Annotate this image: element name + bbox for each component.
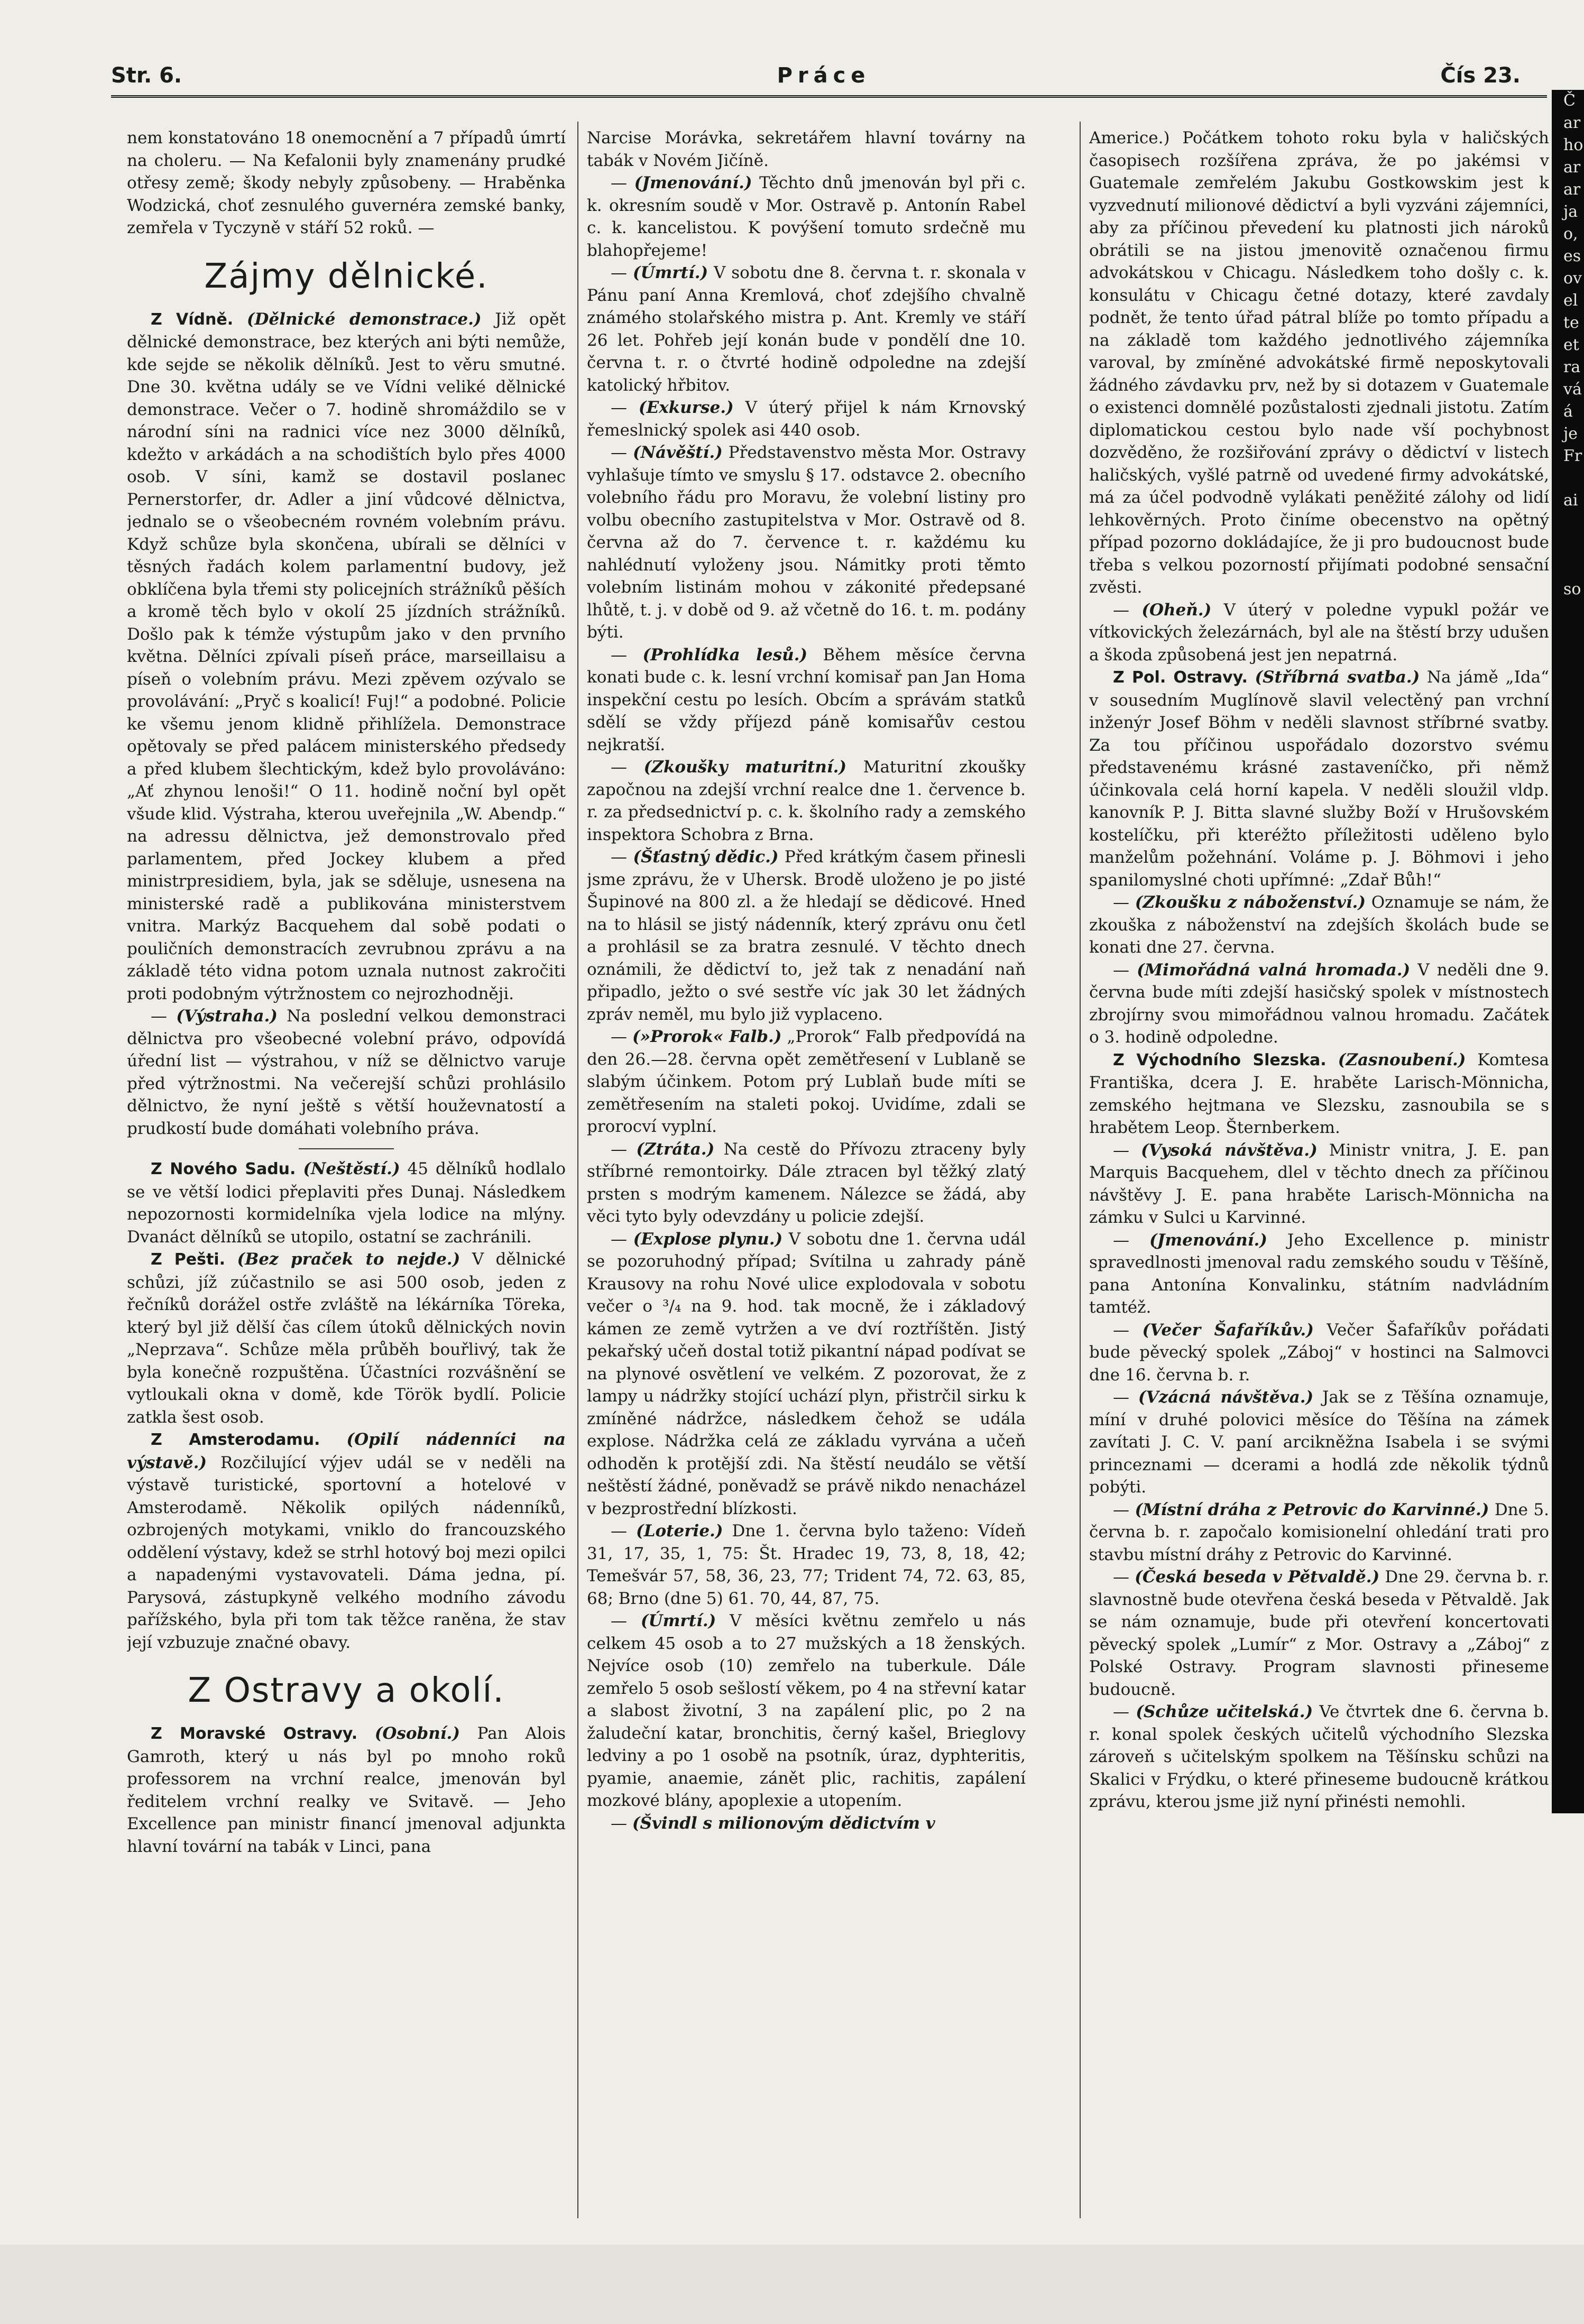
news-item: — (Schůze učitelská.) Ve čtvrtek dne 6. června b. r. konal spolek českých učitelů východního Slezska zároveň s učitelským spolkem na Těšínsku schůzi na Skalici v Frýdku, o které přineseme budoucně krátkou zprávu, kterou jsme již nyní přinésti nemohli. [1089,1702,1549,1811]
column-3 [1089,127,1549,2220]
news-item: — (Vzácná návštěva.) Jak se z Těšína oznamuje, míní v druhé polovici měsíce do Těšína na zámek zavítati J. C. V. paní arcikněžna Isabela i se svými princeznami — dcerami a hodlá zde několik týdnů pobýti. [1089,1388,1549,1497]
place-label: Z Nového Sadu. [151,1160,296,1178]
place-label: Z Pol. Ostravy. [1113,668,1248,687]
subhead: (Prohlídka lesů.) [642,645,808,665]
subhead: (Jmenování.) [634,173,752,192]
newspaper-title: Práce [777,63,871,88]
article-novy-sad [127,1158,566,1248]
subhead: (»Prorok« Falb.) [632,1027,782,1046]
article-text: Ve čtvrtek dne 6. června b. r. konal spolek českých učitelů východního Slezska zároveň s učitelským spolkem na Těšínsku schůzi na Skalici v Frýdku, o které přineseme budoucně krátkou zprávu, kterou jsme již nyní přinésti nemohli. [1089,1702,1549,1811]
article-pest [127,1248,566,1428]
subhead: (Česká beseda v Pětvaldě.) [1135,1567,1380,1587]
article-text: Dne 1. června bylo taženo: Vídeň 31, 17, 35, 1, 75: Št. Hradec 19, 73, 8, 18, 42; Temešvár 57, 58, 36, 23, 77; Trident 74, 72. 63, 85, 68; Brno (dne 5) 61. 70, 44, 87, 75. [587,1521,1026,1608]
news-item: — (Návěští.) Představenstvo města Mor. Ostravy vyhlašuje tímto ve smyslu § 17. odstavce 2. obecního volebního řádu pro Moravu, že volební listiny pro volbu obecního zastupitelstva v Mor. Ostravě od 8. června až do 7. července t. r. každému ku nahlédnutí vyloženy jsou. Námitky proti těmto volebním listinám mohou v zákonité předepsané lhůtě, t. j. v době od 9. až včetně do 16. t. m. podány býti. [587,443,1026,642]
article-text: V úterý přijel k nám Krnovský řemeslnický spolek asi 440 osob. [587,398,1026,440]
article-text: Na cestě do Přívozu ztraceny byly stříbrné remontoirky. Dále ztracen byl těžký zlatý prsten s modrým kamenem. Nálezce se žádá, aby věci tyto byly odevzdány u policie zdejší. [587,1139,1026,1226]
article-moravska-ostrava [127,1722,566,1858]
article-text: Na jámě „Ida“ v sousedním Muglínově slavil velectěný pan vrchní inženýr Josef Böhm v neděli slavnost stříbrné svatby. Za tou příčinou uspořádalo dozorstvo svému představenému krásné zastaveníčko, při němž účinkovala celá horní kapela. V neděli sloužil vldp. kanovník P. J. Bitta slavné služby Boží v Hrušovském kostelíčku, při kteréžto příležitosti uděleno bylo manželům požehnání. Voláme p. J. Böhmovi i jeho spanilomyslné choti upřímné: „Zdař Bůh!“ [1089,668,1549,890]
article-warning: — (Výstraha.) Na poslední velkou demonstraci dělnictva pro všeobecné volební právo, odpovídá úřední list — výstrahou, v níž se dělnictvo varuje před výtržnostmi. Na večerejší schůzi prohlásilo dělnictvo, že nyní ještě s větší houževnatostí a prudkostí bude domáhati volebního práva. [127,1007,566,1138]
subhead: (Opilí nádenníci na výstavě.) [127,1430,566,1472]
subhead: (Ztráta.) [636,1139,715,1159]
article-text: „Prorok“ Falb předpovídá na den 26.—28. června opět zemětřesení v Lublaně se slabým účinkem. Potom prý Lublaň bude míti se zemětřesením na staleti pokoj. Uvidíme, zdali se prorocví vyplní. [587,1027,1026,1136]
news-item: — (Exkurse.) V úterý přijel k nám Krnovský řemeslnický spolek asi 440 osob. [587,398,1026,440]
edge-fragment: ar [1563,158,1581,177]
article-text: Komtesa Františka, dcera J. E. hraběte Larisch-Mönnicha, zemského hejtmana ve Slezsku, zasnoubila se s hrabětem Leop. Šternberkem. [1089,1050,1549,1137]
subhead: (Výstraha.) [176,1007,278,1026]
column-1 [127,127,566,2220]
edge-fragment: et [1563,336,1579,354]
subhead: (Úmrtí.) [632,263,708,282]
edge-fragment: ho [1563,136,1583,154]
news-item: — (Místní dráha z Petrovic do Karvinné.) Dne 5. června b. r. započalo komisionelní ohledání trati pro stavbu místní dráhy z Petrovic do Karvinné. [1089,1500,1549,1564]
news-item: — (Vysoká návštěva.) Ministr vnitra, J. E. pan Marquis Bacquehem, dlel v těchto dnech za příčinou návštěvy J. E. pana hraběte Larisch-Mönnicha na zámku v Sulci u Karvinné. [1089,1140,1549,1227]
article-text: Rozčilující výjev udál se v neděli na výstavě turistické, sportovní a hotelové v Amsterodamě. Několik opilých nádenníků, ozbrojených motykami, vniklo do francouzského oddělení výstavy, kdež se strhl hotový boj mezi opilci a napadenými vystavovateli. Dáma jedna, pí. Parysová, zástupkyně velkého modního závodu pařížského, byla při tom tak těžce raněna, že stav její vzbuzuje značné obavy. [127,1453,566,1652]
place-label: Z Moravské Ostravy. [151,1724,358,1743]
subhead: (Bez praček to nejde.) [237,1250,461,1269]
article-text: Během měsíce června konati bude c. k. lesní vrchní komisař pan Jan Homa inspekční cestu po lesích. Obcím a správám statků sdělí se vždy příjezd páně komisařův cestou nejkratší. [587,645,1026,754]
edge-fragment: vá [1563,380,1582,399]
article-text: Již opět dělnické demonstrace, bez kterých ani býti nemůže, kde sejde se několik dělníků. Jest to věru smutné. Dne 30. května udály se ve Vídni veliké dělnické demonstrace. Večer o 7. hodině shromáždilo se v národní síni na radnici více nez 3000 dělníků, kdežto v arkádách a na schodištích bylo přes 4000 osob. V síni, kamž se dostavil poslanec Pernerstorfer, dr. Adler a jiní vůdcové dělnictva, jednalo se o všeobecném rovném volebním právu. Když schůze byla skončena, ubírali se dělníci v těsných řadách kolem parlamentní budovy, jež obklíčena byla třemi sty policejních strážníků pěších a kromě těch bylo v okolí 25 jízdních strážníků. Došlo pak k témže výstupům jako v den prvního května. Dělníci zpívali píseň práce, marseillaisu a píseň o volebním právu. Mezi zpěvem ozývalo se provolávání: „Pryč s koalicí! Fuj!“ a podobné. Policie ke všemu jenom klidně přihlížela. Demonstrace opětovaly se před palácem ministerského předsedy a před klubem šlechtickým, kdež bylo provoláváno: „Ať zhynou lenoši!“ O 11. hodině noční byl opět všude klid. Výstraha, kterou uveřejnila „W. Abendp.“ na adressu dělnictva, jež demonstrovalo před parlamentem, před Jockey klubem a před ministrpresidiem, byla, jak se sděluje, usnesena na ministerské radě a publikována ministerstvem vnitra. Markýz Bacquehem dal sobě podati o pouličních demonstracích zevrubnou zprávu a na základě této vidna potom uznala nutnost zakročiti proti podobným výtržnostem co nejrozhodněji. [127,309,566,1003]
article-text: Na poslední velkou demonstraci dělnictva pro všeobecné volební právo, odpovídá úřední list — výstrahou, v níž se dělnictvo varuje před výtržnostmi. Na večerejší schůzi prohlásilo dělnictvo, že nyní ještě s větší houževnatostí a prudkostí bude domáhati volebního práva. [127,1007,566,1138]
article-text: 45 dělníků hodlalo se ve větší lodici přeplaviti přes Dunaj. Následkem nepozornosti kormidelníka vjela lodice na mlýny. Dvanáct dělníků se utopilo, ostatní se zachránili. [127,1159,566,1247]
subhead: (Stříbrná svatba.) [1255,668,1420,687]
page-header [111,63,1536,106]
subhead: (Dělnické demonstrace.) [246,309,482,329]
subhead: (Jmenování.) [1149,1230,1267,1250]
edge-fragment: ja [1563,202,1578,221]
article-text: Představenstvo města Mor. Ostravy vyhlašuje tímto ve smyslu § 17. odstavce 2. obecního volebního řádu pro Moravu, že volební listiny pro volbu obecního zastupitelstva v Mor. Ostravě od 8. června až do 7. července t. r. každému ku nahlédnutí vyloženy jsou. Námitky proti těmto volebním listinám mohou v zákonité předepsané lhůtě, t. j. v době od 9. až včetně do 16. t. m. podány býti. [587,443,1026,642]
article-text: V sobotu dne 1. června udál se pozoruhodný případ; Svítilna u zahrady páně Krausovy na rohu Nové ulice explodovala v sobotu večer o ³/₄ na 9. hod. tak mocně, že i základový kámen ze země vytržen a ve dví roztříštěn. Jistý pekařský učeň dostal totiž pikantní nápad podívat se na plynové osvětlení ve velkém. Z pozorovat, že z lampy u nádržky stojící uchází plyn, přistrčil sirku k zmíněné nádržce, následkem čehož se udála explose. Nádržka celá ze základu vyrvána a učeň odhoděn k protější zdi. Na štěstí neudálo se větší neštěstí žádné, poněvadž se právě nikdo nenacházel v bezprostřední blízkosti. [587,1229,1026,1518]
news-item: — (Jmenování.) Jeho Excellence p. ministr spravedlnosti jmenoval radu zemského soudu v Těšíně, pana Antonína Konvalinku, státním nadvládním tamtéž. [1089,1230,1549,1317]
subhead: (Exkurse.) [638,398,734,417]
news-item [1089,666,1549,891]
article-text: Pan Alois Gamroth, který u nás byl po mnoho roků professorem na vrchní realce, jmenován byl ředitelem vrchní realky ve Svitavě. — Jeho Excellence pan ministr financí jmenoval adjunkta hlavní tovární na tabák v Linci, pana [127,1724,566,1856]
article-vienna [127,308,566,1006]
subhead: (Neštěstí.) [303,1159,400,1178]
column-divider [577,122,578,2218]
column-divider [1080,122,1081,2218]
subhead: (Vysoká návštěva.) [1140,1140,1318,1160]
news-item: — (Prohlídka lesů.) Během měsíce června konati bude c. k. lesní vrchní komisař pan Jan Homa inspekční cestu po lesích. Obcím a správám statků sdělí se vždy příjezd páně komisařův cestou nejkratší. [587,645,1026,754]
article-text: V neděli dne 9. června bude míti zdejší hasičský spolek v místnostech zbrojírny svou mimořádnou valnou hromadu. Začátek o 3. hodině odpoledne. [1089,960,1549,1047]
subhead: (Úmrtí.) [640,1611,716,1630]
subhead: (Návěští.) [632,443,723,462]
edge-fragment: Č [1563,91,1576,110]
news-item: — (Mimořádná valná hromada.) V neděli dne 9. června bude míti zdejší hasičský spolek v místnostech zbrojírny svou mimořádnou valnou hromadu. Začátek o 3. hodině odpoledne. [1089,960,1549,1047]
place-label: Z Amsterodamu. [151,1431,320,1449]
edge-fragment: o, [1563,225,1578,243]
article-text: Jak se z Těšína oznamuje, míní v druhé polovici měsíce do Těšína na zámek zavítati J. C. V. paní arcikněžna Isabela i se svými princeznami — dcerami a hodlá zde několik týdnů pobýti. [1089,1388,1549,1497]
section-title: Zájmy dělnické. [204,256,489,296]
edge-fragment [1552,467,1584,490]
edge-fragment: je [1563,425,1578,443]
divider [299,1148,394,1149]
header-rule [111,95,1547,98]
subhead: (Loterie.) [636,1521,723,1541]
article-text: Ministr vnitra, J. E. pan Marquis Bacquehem, dlel v těchto dnech za příčinou návštěvy J. E. pana hraběte Larisch-Mönnicha na zámku v Sulci u Karvinné. [1089,1140,1549,1227]
article-text: Americe.) Počátkem tohoto roku byla v haličských časopisech rozšířena zpráva, že po jakémsi v Guatemale zemřelém Jakubu Gostkowskim jest k vyzvednutí milionové dědictví a byli vyzváni zájemníci, aby za příčinou převedení ku platnosti jich nároků obrátili se na jistou jmenovitě označenou firmu advokátskou v Chicagu. Následkem toho došly c. k. konsulátu v Chicagu četné dotazy, které zavdaly podnět, že tento úřad pátral blíže po tomto případu a na základě tom každého jednotlivého zájemníka varoval, by zmíněné advokátské firmě neposkytovali žádného závdavku prv, než by si dotazem v Guatemale o existenci domnělé pozůstalosti zjednali jistotu. Zatím diplomatickou cestou bylo nade vší pochybnost dozvěděno, že rozšiřování zprávy o dědictví v listech haličských, vyšlé patrně od uvedené firmy advokátské, má za účel podvodně vylákati peněžité zálohy od lidí lehkověrných. Proto činíme obecenstvo na opětný případ pozorno dokládajíce, že ji pro budoucnost bude třeba s velkou pozorností přijímati podobné sensační zvěsti. [1089,128,1549,597]
news-item: — (Ztráta.) Na cestě do Přívozu ztraceny byly stříbrné remontoirky. Dále ztracen byl těžký zlatý prsten s modrým kamenem. Nálezce se žádá, aby věci tyto byly odevzdány u policie zdejší. [587,1139,1026,1226]
issue-number: Čís 23. [1440,63,1521,88]
news-item: — (Explose plynu.) V sobotu dne 1. června udál se pozoruhodný případ; Svítilna u zahrady páně Krausovy na rohu Nové ulice explodovala v sobotu večer o ³/₄ na 9. hod. tak mocně, že i základový kámen ze země vytržen a ve dví roztříštěn. Jistý pekařský učeň dostal totiž pikantní nápad podívat se na plynové osvětlení ve velkém. Z pozorovat, že z lampy u nádržky stojící uchází plyn, přistrčil sirku k zmíněné nádržce, následkem čehož se udála explose. Nádržka celá ze základu vyrvána a učeň odhoděn k protější zdi. Na štěstí neudálo se větší neštěstí žádné, poněvadž se právě nikdo nenacházel v bezprostřední blízkosti. [587,1229,1026,1518]
news-item: — (Jmenování.) Těchto dnů jmenován byl při c. k. okresním soudě v Mor. Ostravě p. Antonín Rabel c. k. kancelistou. K povýšení tomuto srdečně mu blahopřejeme! [587,173,1026,260]
news-item [1089,1049,1549,1139]
article-text: V úterý v poledne vypukl požár ve vítkovických železárnách, byl ale na štěstí brzy udušen a škoda způsobená jest jen nepatrná. [1089,600,1549,665]
news-item: — (Úmrtí.) V sobotu dne 8. června t. r. skonala v Pánu paní Anna Kremlová, choť zdejšího chvalně známého stolařského mistra p. Ant. Kremly ve stáří 26 let. Pohřeb její konán bude v pondělí dne 10. června t. r. o čtvrté hodině odpoledne na zdejší katolický hřbitov. [587,263,1026,395]
page-bottom-margin [0,2245,1584,2324]
subhead: (Vzácná návštěva.) [1138,1388,1314,1407]
article-text: Dne 29. června b. r. slavnostně bude otevřena česká beseda v Pětvaldě. Jak se nám oznamuje, bude při otevření koncertovati pěvecký spolek „Lumír“ z Mor. Ostravy a „Záboj“ z Polské Ostravy. Program slavnosti přineseme budoucně. [1089,1567,1549,1699]
article-text: Jeho Excellence p. ministr spravedlnosti jmenoval radu zemského soudu v Těšíně, pana Antonína Konvalinku, státním nadvládním tamtéž. [1089,1230,1549,1317]
news-item: — (Úmrtí.) V měsíci květnu zemřelo u nás celkem 45 osob a to 27 mužských a 18 ženských. Nejvíce osob (10) zemřelo na tuberkule. Dále zemřelo 5 osob sešlostí věkem, po 4 na střevní katar a slabost životní, 3 na zapálení plic, po 2 na žaludeční katar, bronchitis, černý kašel, Brieglovy ledviny a po 1 osobě na psotník, úraz, dyphteritis, pyamie, anaemie, zánět plic, rachitis, zapálení mozkové blány, apoplexie a utopením. [587,1611,1026,1810]
article-text: V sobotu dne 8. června t. r. skonala v Pánu paní Anna Kremlová, choť zdejšího chvalně známého stolařského mistra p. Ant. Kremly ve stáří 26 let. Pohřeb její konán bude v pondělí dne 10. června t. r. o čtvrté hodině odpoledne na zdejší katolický hřbitov. [587,263,1026,395]
edge-fragment: ra [1563,358,1581,376]
news-item: — (Večer Šafaříkův.) Večer Šafaříkův pořádati bude pěvecký spolek „Záboj“ v hostinci na Salmovci dne 16. června b. r. [1089,1320,1549,1385]
edge-fragment: ov [1563,269,1582,288]
page-number: Str. 6. [111,63,182,88]
edge-fragment [1552,556,1584,578]
place-label: Z Vídně. [151,310,234,329]
article-text: nem konstatováno 18 onemocnění a 7 případů úmrtí na choleru. — Na Kefalonii byly znamenány prudké otřesy země; škody nebyly způsobeny. — Hraběnka Wodzická, choť zesnulého guvernéra zemské banky, zemřela v Tyczyně v stáří 52 roků. — [127,128,566,237]
edge-fragment: ar [1563,180,1581,199]
subhead: (Zkoušky maturitní.) [643,758,847,777]
news-item: — (Loterie.) Dne 1. června bylo taženo: Vídeň 31, 17, 35, 1, 75: Št. Hradec 19, 73, 8, 18, 42; Temešvár 57, 58, 36, 23, 77; Trident 74, 72. 63, 85, 68; Brno (dne 5) 61. 70, 44, 87, 75. [587,1521,1026,1608]
article-text: Maturitní zkoušky započnou na zdejší vrchní realce dne 1. července b. r. za předsednictví p. c. k. školního rady a zemského inspektora Schobra z Brna. [587,758,1026,844]
edge-fragment: es [1563,247,1581,265]
place-label: Z Východního Slezska. [1113,1050,1327,1069]
subhead: (Mimořádná valná hromada.) [1137,960,1411,980]
edge-fragment: ai [1563,491,1578,510]
edge-fragment: el [1563,291,1578,310]
news-item: — (Česká beseda v Pětvaldě.) Dne 29. června b. r. slavnostně bude otevřena česká beseda v Pětvaldě. Jak se nám oznamuje, bude při otevření koncertovati pěvecký spolek „Lumír“ z Mor. Ostravy a „Záboj“ z Polské Ostravy. Program slavnosti přineseme budoucně. [1089,1567,1549,1699]
news-item: — (Oheň.) V úterý v poledne vypukl požár ve vítkovických železárnách, byl ale na štěstí brzy udušen a škoda způsobená jest jen nepatrná. [1089,600,1549,665]
subhead: (Explose plynu.) [633,1229,783,1249]
subhead: (Osobní.) [374,1724,461,1743]
news-item: — (Zkoušky maturitní.) Maturitní zkoušky započnou na zdejší vrchní realce dne 1. července b. r. za předsednictví p. c. k. školního rady a zemského inspektora Schobra z Brna. [587,758,1026,844]
place-label: Z Pešti. [151,1250,225,1269]
subhead: (Oheň.) [1141,600,1212,620]
subhead: (Večer Šafaříkův.) [1142,1320,1314,1340]
article-text: Večer Šafaříkův pořádati bude pěvecký spolek „Záboj“ v hostinci na Salmovci dne 16. června b. r. [1089,1320,1549,1385]
article-amsterdam [127,1428,566,1654]
article-text: V dělnické schůzi, jíž zúčastnilo se asi 500 osob, jeden z řečníků dorážel ostře zvláště na lékárníka Töreka, který byl již dělší čas cílem útoků dělnických novin „Neprzava“. Schůze měla průběh bouřlivý, tak že byla konečně rozpuštěna. Účastníci rozvášnění se vytloukali okna v domě, kde Török bydlí. Policie zatkla šest osob. [127,1250,566,1427]
article-text: Narcise Morávka, sekretářem hlavní továrny na tabák v Novém Jičíně. [587,128,1026,170]
edge-fragment: ar [1563,114,1581,132]
edge-fragment: á [1563,402,1573,421]
news-item: — (Šťastný dědic.) Před krátkým časem přinesli jsme zprávu, že v Uhersk. Brodě uloženo je po jisté Šupinové na 800 zl. a že hledají se dědicové. Hned na to hlásil se jistý nádenník, který zprávu onu četl a prohlásil se za bratra zesnulé. V těchto dnech oznámili, že dědictví to, jež tak z nenadání naň připadlo, ježto o své sestře víc jak 30 let žádných zpráv neměl, mu bylo již vyplaceno. [587,847,1026,1024]
subhead: (Šťastný dědic.) [633,847,779,866]
subhead: (Švindl s milionovým dědictvím v [632,1813,935,1833]
column-2 [587,127,1026,2220]
subhead: (Schůze učitelská.) [1136,1702,1313,1721]
subhead: (Místní dráha z Petrovic do Karvinné.) [1135,1500,1489,1519]
adjacent-page-edge [1552,90,1584,1813]
subhead: (Zasnoubení.) [1338,1050,1466,1069]
article-text: V měsíci květnu zemřelo u nás celkem 45 osob a to 27 mužských a 18 ženských. Nejvíce osob (10) zemřelo na tuberkule. Dále zemřelo 5 osob sešlostí věkem, po 4 na střevní katar a slabost životní, 3 na zapálení plic, po 2 na žaludeční katar, bronchitis, černý kašel, Brieglovy ledviny a po 1 osobě na psotník, úraz, dyphteritis, pyamie, anaemie, zánět plic, rachitis, zapálení mozkové blány, apoplexie a utopením. [587,1611,1026,1810]
news-item: — (»Prorok« Falb.) „Prorok“ Falb předpovídá na den 26.—28. června opět zemětřesení v Lublaně se slabým účinkem. Potom prý Lublaň bude míti se zemětřesením na staleti pokoj. Uvidíme, zdali se prorocví vyplní. [587,1027,1026,1136]
section-title: Z Ostravy a okolí. [188,1671,505,1710]
article-text: Před krátkým časem přinesli jsme zprávu, že v Uhersk. Brodě uloženo je po jisté Šupinové na 800 zl. a že hledají se dědicové. Hned na to hlásil se jistý nádenník, který zprávu onu četl a prohlásil se za bratra zesnulé. V těchto dnech oznámili, že dědictví to, jež tak z nenadání naň připadlo, ježto o své sestře víc jak 30 let žádných zpráv neměl, mu bylo již vyplaceno. [587,847,1026,1024]
subhead: (Zkoušku z náboženství.) [1135,893,1366,912]
edge-fragment: Fr [1563,447,1582,465]
edge-fragment: te [1563,313,1579,332]
news-item: — (Švindl s milionovým dědictvím v [611,1813,935,1833]
article-text: Těchto dnů jmenován byl při c. k. okresním soudě v Mor. Ostravě p. Antonín Rabel c. k. kancelistou. K povýšení tomuto srdečně mu blahopřejeme! [587,173,1026,260]
article-text: Oznamuje se nám, že zkouška z náboženství na zdejších školách bude se konati dne 27. června. [1089,893,1549,957]
news-item: — (Zkoušku z náboženství.) Oznamuje se nám, že zkouška z náboženství na zdejších školách bude se konati dne 27. června. [1089,893,1549,957]
edge-fragment: so [1563,580,1581,598]
edge-fragment [1552,534,1584,556]
article-text: Dne 5. června b. r. započalo komisionelní ohledání trati pro stavbu místní dráhy z Petrovic do Karvinné. [1089,1500,1549,1564]
edge-fragment [1552,512,1584,534]
